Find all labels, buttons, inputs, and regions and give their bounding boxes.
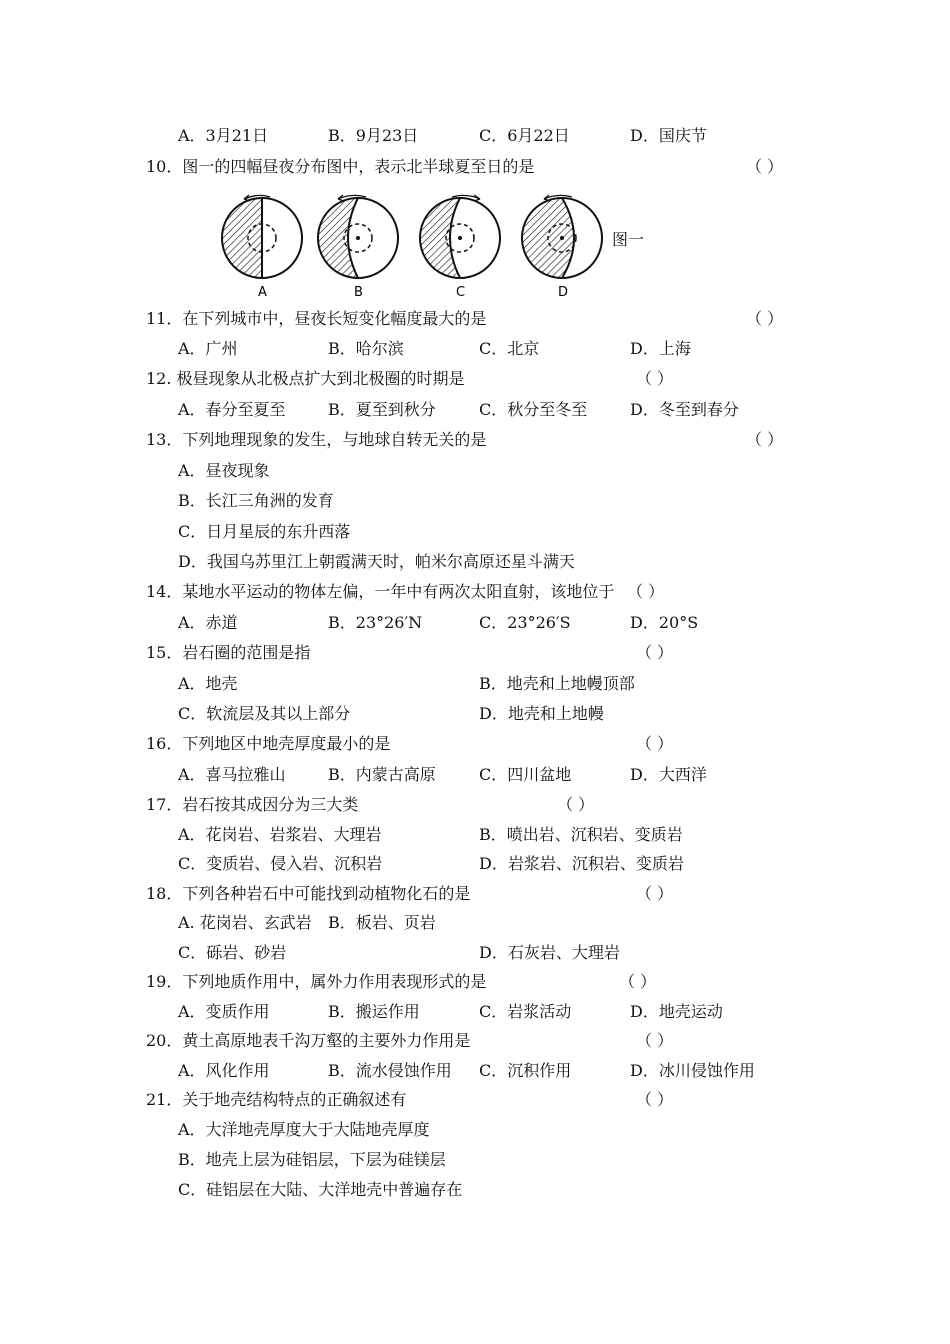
q21-option-c: C．硅铝层在大陆、大洋地壳中普遍存在 (178, 1180, 463, 1199)
q15-option-d: D．地壳和上地幔 (479, 704, 604, 723)
q15-answer-paren: （ ） (636, 643, 674, 662)
q21-answer-paren: （ ） (636, 1090, 674, 1109)
q12-option-c: C．秋分至冬至 (479, 400, 588, 419)
q11-stem: 11．在下列城市中，昼夜长短变化幅度最大的是 (146, 309, 487, 328)
q20-option-b: B．流水侵蚀作用 (328, 1061, 452, 1080)
globe-letter-c: C (456, 285, 466, 300)
day-night-diagram (214, 190, 654, 302)
q21-option-a: A．大洋地壳厚度大于大陆地壳厚度 (178, 1120, 430, 1139)
q18-option-b: B．板岩、页岩 (328, 913, 436, 932)
q21-option-b: B．地壳上层为硅铝层，下层为硅镁层 (178, 1150, 446, 1169)
q13-option-d: D．我国乌苏里江上朝霞满天时，帕米尔高原还星斗满天 (178, 552, 575, 571)
q14-answer-paren: （ ） (627, 582, 665, 601)
q20-stem: 20．黄土高原地表千沟万壑的主要外力作用是 (146, 1031, 471, 1050)
q15-option-a: A．地壳 (178, 674, 238, 693)
q11-answer-paren: （ ） (746, 309, 784, 328)
q16-answer-paren: （ ） (636, 734, 674, 753)
q17-option-b: B．喷出岩、沉积岩、变质岩 (479, 825, 683, 844)
q11-option-c: C．北京 (479, 339, 540, 358)
q17-option-a: A．花岗岩、岩浆岩、大理岩 (178, 825, 382, 844)
globe-c (414, 195, 500, 278)
q17-option-c: C．变质岩、侵入岩、沉积岩 (178, 854, 383, 873)
q20-option-d: D．冰川侵蚀作用 (630, 1061, 755, 1080)
q19-option-d: D．地壳运动 (630, 1002, 723, 1021)
q13-answer-paren: （ ） (746, 430, 784, 449)
q11-option-b: B．哈尔滨 (328, 339, 404, 358)
q16-stem: 16．下列地区中地壳厚度最小的是 (146, 734, 391, 753)
q19-option-b: B．搬运作用 (328, 1002, 420, 1021)
q14-option-d: D．20°S (630, 613, 699, 632)
q10-stem: 10．图一的四幅昼夜分布图中，表示北半球夏至日的是 (146, 157, 535, 176)
q10-answer-paren: （ ） (746, 157, 784, 176)
q17-stem: 17．岩石按其成因分为三大类 (146, 795, 359, 814)
q13-option-a: A．昼夜现象 (178, 461, 270, 480)
q12-stem: 12. 极昼现象从北极点扩大到北极圈的时期是 (146, 369, 465, 388)
q9-option-a: A．3月21日 (178, 126, 269, 145)
q19-option-c: C．岩浆活动 (479, 1002, 572, 1021)
q14-option-c: C．23°26′S (479, 613, 571, 632)
q13-option-b: B．长江三角洲的发育 (178, 491, 334, 510)
q9-option-d: D．国庆节 (630, 126, 707, 145)
q16-option-b: B．内蒙古高原 (328, 765, 436, 784)
q9-option-b: B．9月23日 (328, 126, 419, 145)
q18-answer-paren: （ ） (636, 884, 674, 903)
q11-option-a: A．广州 (178, 339, 238, 358)
q14-option-b: B．23°26′N (328, 613, 423, 632)
globe-letter-b: B (354, 285, 363, 300)
q18-option-d: D．石灰岩、大理岩 (479, 943, 620, 962)
q19-option-a: A．变质作用 (178, 1002, 270, 1021)
q18-option-c: C．砾岩、砂岩 (178, 943, 287, 962)
q9-option-c: C．6月22日 (479, 126, 570, 145)
q13-stem: 13．下列地理现象的发生，与地球自转无关的是 (146, 430, 487, 449)
q18-stem: 18．下列各种岩石中可能找到动植物化石的是 (146, 884, 471, 903)
q20-option-c: C．沉积作用 (479, 1061, 572, 1080)
q11-option-d: D．上海 (630, 339, 691, 358)
q16-option-c: C．四川盆地 (479, 765, 572, 784)
globe-d (518, 195, 602, 278)
globe-letter-a: A (258, 285, 267, 300)
q15-option-c: C．软流层及其以上部分 (178, 704, 351, 723)
q20-answer-paren: （ ） (636, 1031, 674, 1050)
q18-option-a: A. 花岗岩、玄武岩 (178, 913, 312, 932)
globe-letter-d: D (558, 285, 569, 300)
q20-option-a: A．风化作用 (178, 1061, 270, 1080)
q15-option-b: B．地壳和上地幔顶部 (479, 674, 635, 693)
q12-option-d: D．冬至到春分 (630, 400, 739, 419)
q17-option-d: D．岩浆岩、沉积岩、变质岩 (479, 854, 684, 873)
q15-stem: 15．岩石圈的范围是指 (146, 643, 311, 662)
q17-answer-paren: （ ） (557, 795, 595, 814)
figure-label: 图一 (612, 230, 645, 249)
q12-option-b: B．夏至到秋分 (328, 400, 436, 419)
q12-answer-paren: （ ） (636, 369, 674, 388)
q21-stem: 21．关于地壳结构特点的正确叙述有 (146, 1090, 407, 1109)
q13-option-c: C．日月星辰的东升西落 (178, 522, 351, 541)
q14-stem: 14．某地水平运动的物体左偏，一年中有两次太阳直射，该地位于 (146, 582, 615, 601)
globe-a (214, 190, 302, 290)
q16-option-d: D．大西洋 (630, 765, 707, 784)
q12-option-a: A．春分至夏至 (178, 400, 286, 419)
q19-answer-paren: （ ） (619, 972, 657, 991)
globe-b (314, 195, 398, 278)
q14-option-a: A．赤道 (178, 613, 238, 632)
q19-stem: 19．下列地质作用中，属外力作用表现形式的是 (146, 972, 487, 991)
q16-option-a: A．喜马拉雅山 (178, 765, 286, 784)
